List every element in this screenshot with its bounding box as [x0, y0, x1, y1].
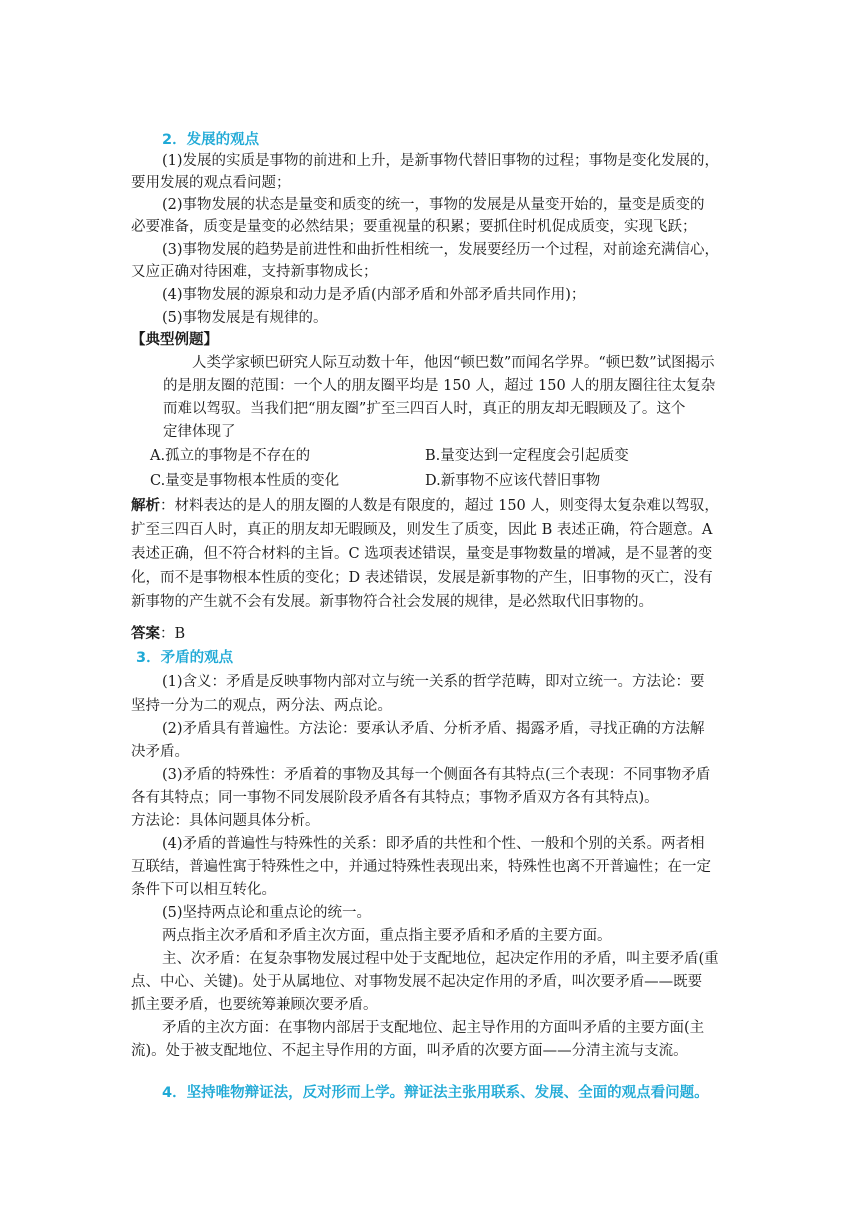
example-question-line-2: 的是朋友圈的范围：一个人的朋友圈平均是 150 人，超过 150 人的朋友圈往往太复杂	[163, 378, 716, 394]
section-3-a-line-1: (1)含义：矛盾是反映事物内部对立与统一关系的哲学范畴，即对立统一。方法论：要	[162, 674, 705, 690]
analysis-line-5: 新事物的产生就不会有发展。新事物符合社会发展的规律，是必然取代旧事物的。	[131, 594, 653, 610]
option-c: C.量变是事物根本性质的变化	[150, 473, 340, 489]
section-3-c-line-1: (3)矛盾的特殊性：矛盾着的事物及其每一个侧面各有其特点(三个表现：不同事物矛盾	[162, 767, 711, 783]
example-question-line-1: 人类学家顿巴研究人际互动数十年，他因“顿巴数”而闻名学界。“顿巴数”试图揭示	[192, 355, 715, 371]
example-question-line-3: 而难以驾驭。当我们把“朋友圈”扩至三四百人时，真正的朋友却无暇顾及了。这个	[163, 401, 686, 417]
section-3-heading: 3．矛盾的观点	[136, 650, 234, 666]
section-3-c-line-3: 方法论：具体问题具体分析。	[131, 813, 320, 829]
answer-line	[131, 624, 185, 644]
answer-value: ：B	[160, 626, 186, 642]
section-2-para-5: (5)事物发展是有规律的。	[162, 310, 328, 326]
section-3-g-line-1: 矛盾的主次方面：在事物内部居于支配地位、起主导作用的方面叫矛盾的主要方面(主	[162, 1020, 705, 1036]
analysis-text-1: ：材料表达的是人的朋友圈的人数是有限度的，超过 150 人，则变得太复杂难以驾驭，	[160, 498, 719, 514]
section-2-para-1-line-1: (1)发展的实质是事物的前进和上升，是新事物代替旧事物的过程；事物是变化发展的，	[162, 153, 720, 169]
section-3-g-line-2: 流)。处于被支配地位、不起主导作用的方面，叫矛盾的次要方面——分清主流与支流。	[131, 1043, 688, 1059]
section-3-d-line-2: 互联结，普遍性寓于特殊性之中，并通过特殊性表现出来，特殊性也离不开普遍性；在一定	[131, 859, 711, 875]
example-title: 【典型例题】	[131, 332, 218, 348]
section-2-para-2-line-2: 必要准备，质变是量变的必然结果；要重视量的积累；要抓住时机促成质变，实现飞跃；	[131, 219, 697, 235]
section-2-para-3-line-1: (3)事物发展的趋势是前进性和曲折性相统一，发展要经历一个过程，对前途充满信心，	[162, 242, 720, 258]
analysis-label: 解析	[131, 498, 160, 514]
section-3-f-line-1: 主、次矛盾：在复杂事物发展过程中处于支配地位，起决定作用的矛盾，叫主要矛盾(重	[162, 951, 719, 967]
section-4-heading: 4．坚持唯物辩证法，反对形而上学。辩证法主张用联系、发展、全面的观点看问题。	[162, 1085, 709, 1101]
section-2-para-1-line-2: 要用发展的观点看问题；	[131, 175, 291, 191]
section-2-heading: 2．发展的观点	[162, 132, 260, 148]
analysis-line-3: 表述正确，但不符合材料的主旨。C 选项表述错误，量变是事物数量的增减，是不显著的变	[131, 546, 713, 562]
answer-label: 答案	[131, 626, 160, 642]
option-a: A.孤立的事物是不存在的	[150, 448, 311, 464]
analysis-line-1	[131, 496, 719, 516]
section-3-b-line-1: (2)矛盾具有普遍性。方法论：要承认矛盾、分析矛盾、揭露矛盾，寻找正确的方法解	[162, 721, 705, 737]
section-3-f-line-2: 点、中心、关键)。处于从属地位、对事物发展不起决定作用的矛盾，叫次要矛盾——既要	[131, 974, 703, 990]
section-3-e-line-2: 两点指主次矛盾和矛盾主次方面，重点指主要矛盾和矛盾的主要方面。	[162, 928, 612, 944]
analysis-line-2: 扩至三四百人时，真正的朋友却无暇顾及，则发生了质变，因此 B 表述正确，符合题意。A	[131, 522, 713, 538]
section-2-para-4: (4)事物发展的源泉和动力是矛盾(内部矛盾和外部矛盾共同作用)；	[162, 287, 586, 303]
section-3-f-line-3: 抓主要矛盾，也要统筹兼顾次要矛盾。	[131, 997, 378, 1013]
option-d: D.新事物不应该代替旧事物	[425, 473, 601, 489]
analysis-line-4: 化，而不是事物根本性质的变化；D 表述错误，发展是新事物的产生，旧事物的灭亡，没有	[131, 570, 713, 586]
section-3-c-line-2: 各有其特点；同一事物不同发展阶段矛盾各有其特点；事物矛盾双方各有其特点)。	[131, 790, 659, 806]
option-b: B.量变达到一定程度会引起质变	[425, 448, 629, 464]
section-2-para-3-line-2: 又应正确对待困难，支持新事物成长；	[131, 264, 378, 280]
section-3-d-line-1: (4)矛盾的普遍性与特殊性的关系：即矛盾的共性和个性、一般和个别的关系。两者相	[162, 836, 705, 852]
section-3-e-line-1: (5)坚持两点论和重点论的统一。	[162, 905, 372, 921]
section-3-d-line-3: 条件下可以相互转化。	[131, 882, 276, 898]
section-3-a-line-2: 坚持一分为二的观点，两分法、两点论。	[131, 698, 392, 714]
example-question-line-4: 定律体现了	[163, 424, 236, 440]
section-2-para-2-line-1: (2)事物发展的状态是量变和质变的统一，事物的发展是从量变开始的，量变是质变的	[162, 197, 705, 213]
section-3-b-line-2: 决矛盾。	[131, 744, 189, 760]
